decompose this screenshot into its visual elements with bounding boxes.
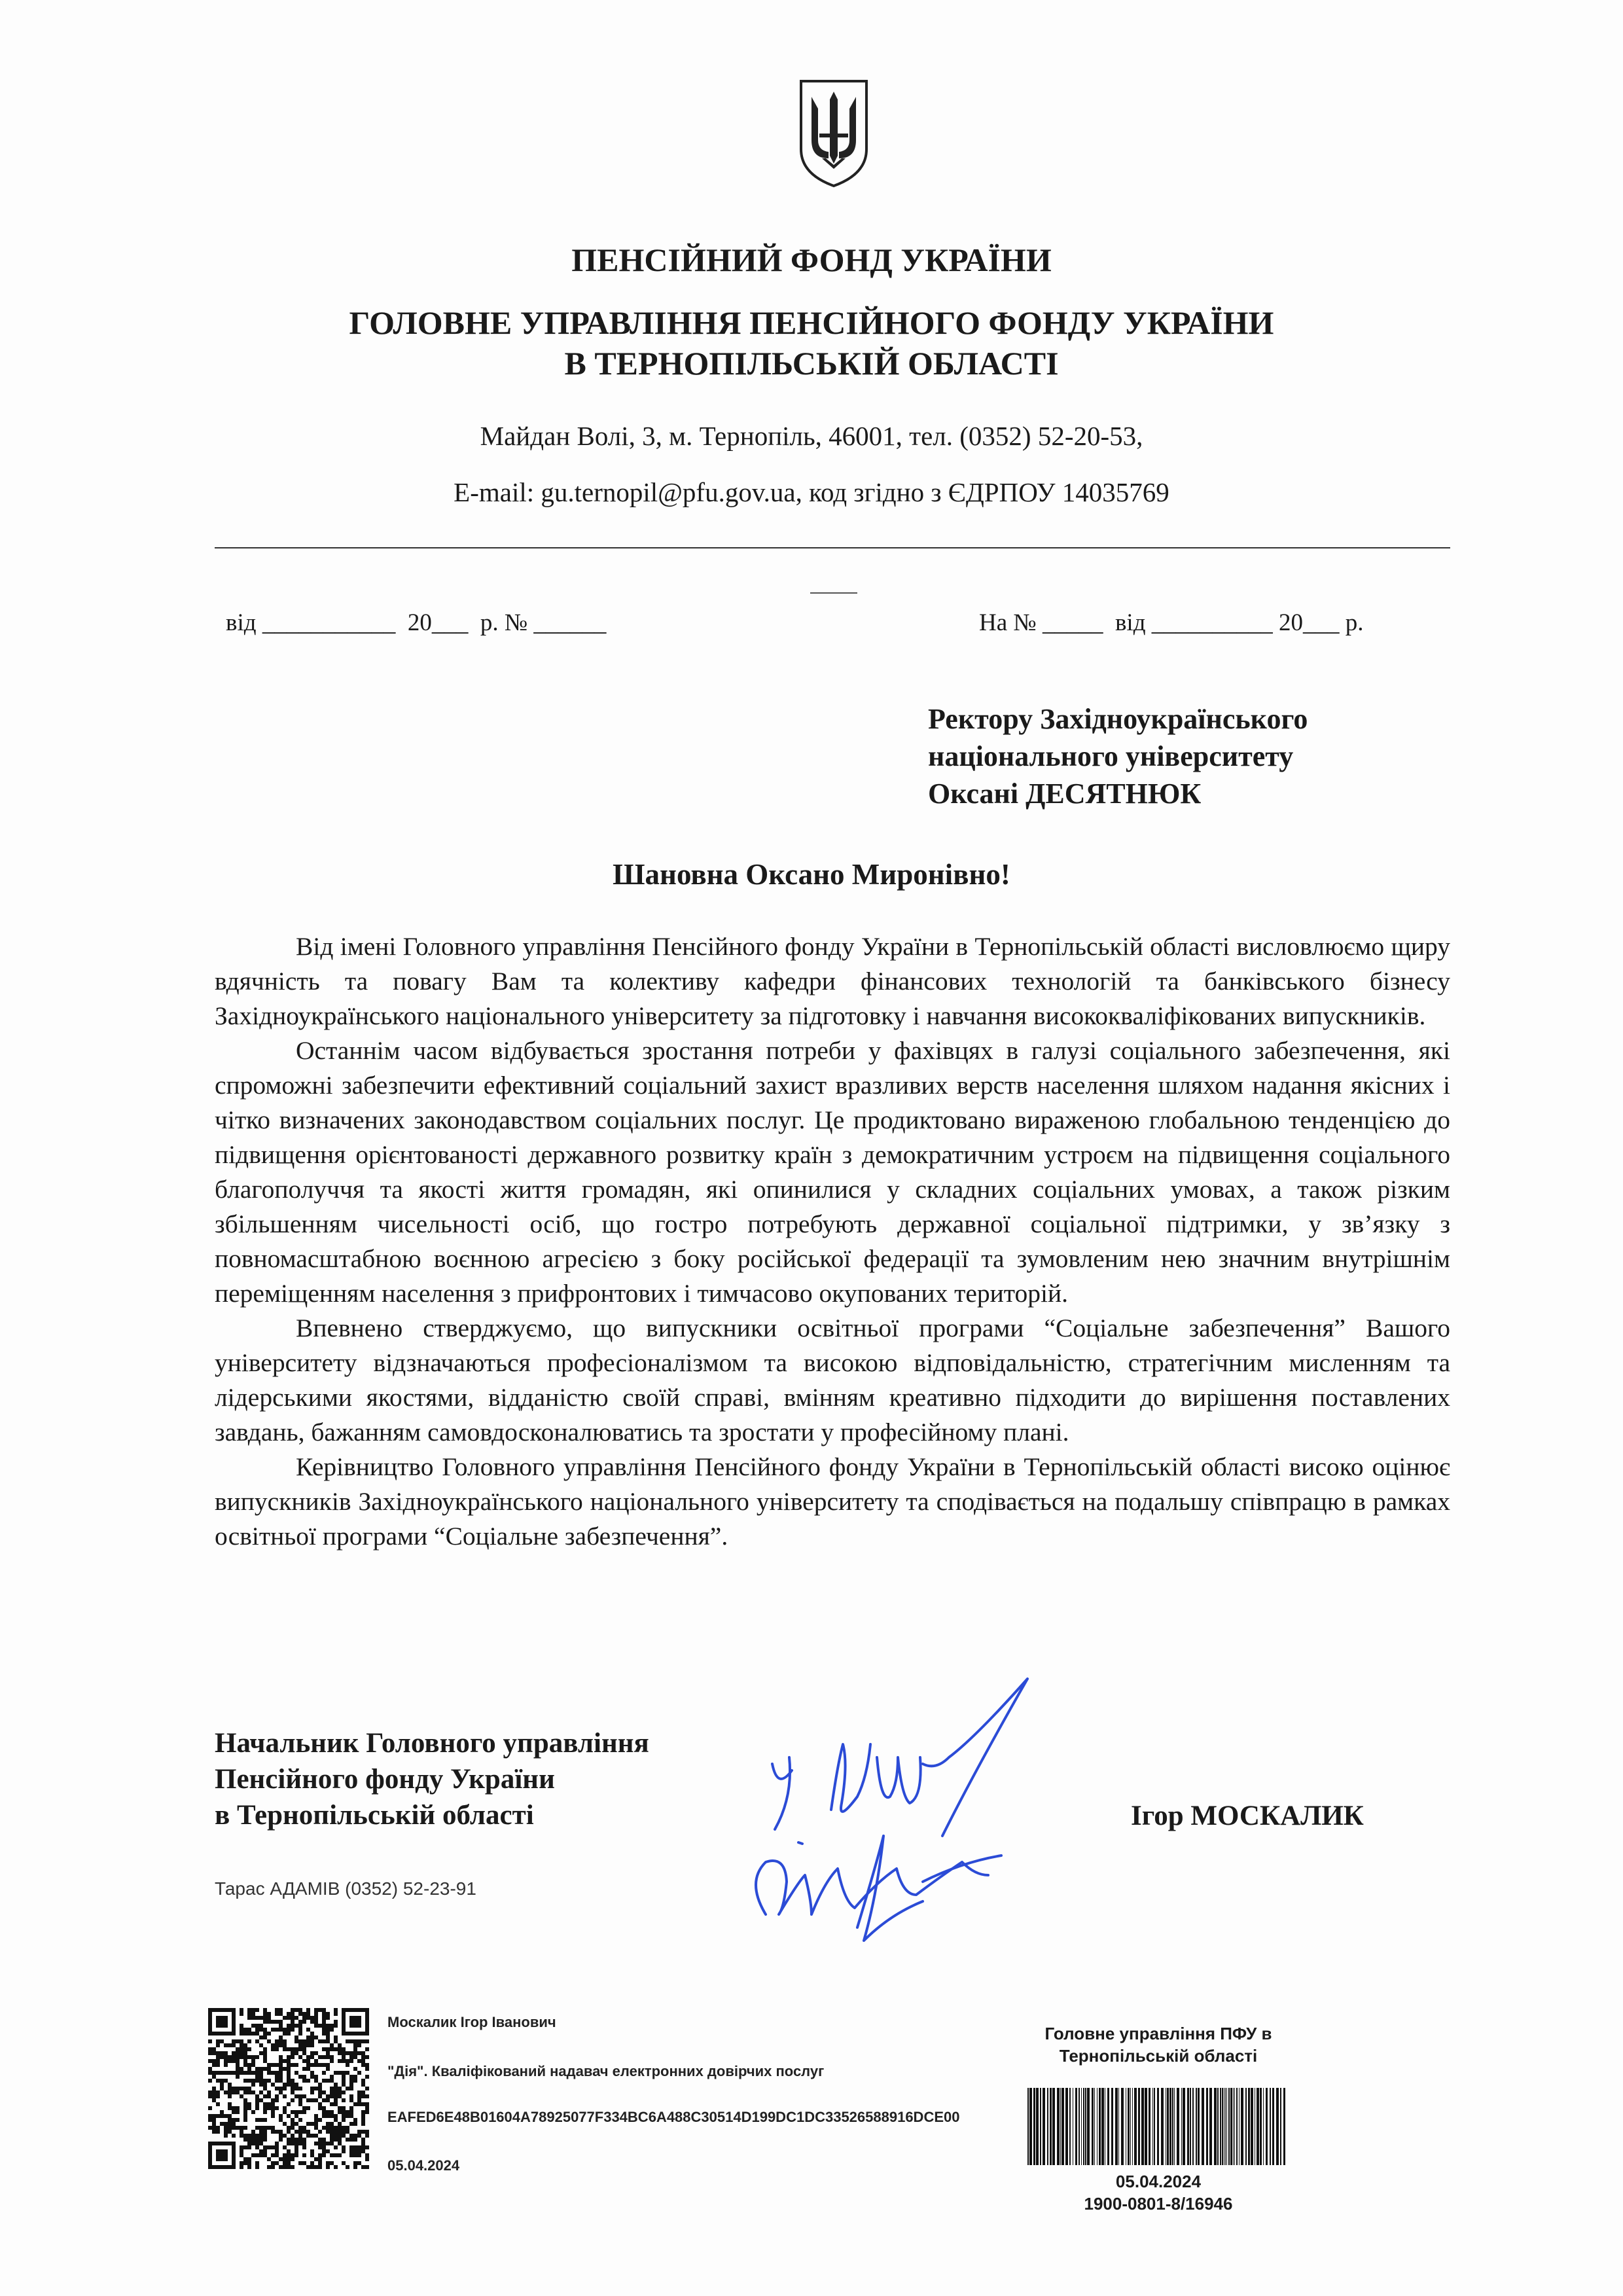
outgoing-reference: від ___________ 20___ р. № ______ bbox=[226, 609, 607, 636]
signature-provider: "Дія". Кваліфікований надавач електронних довірчих послуг bbox=[387, 2063, 825, 2079]
registration-date: 05.04.2024 bbox=[1115, 2172, 1202, 2191]
registration-number: 1900-0801-8/16946 bbox=[1084, 2194, 1233, 2214]
signature-date: 05.04.2024 bbox=[387, 2157, 460, 2174]
signature-hash: EAFED6E48B01604A78925077F334BC6A488C30514D199DC1DC33526588916DCE00 bbox=[387, 2109, 960, 2125]
addressee: Ректору Західноукраїнського національного університету Оксані ДЕСЯТНЮК bbox=[928, 703, 1308, 810]
department-name: ГОЛОВНЕ УПРАВЛІННЯ ПЕНСІЙНОГО ФОНДУ УКРАЇНИ В ТЕРНОПІЛЬСЬКІЙ ОБЛАСТІ bbox=[349, 304, 1274, 382]
executor-contact: Тарас АДАМІВ (0352) 52-23-91 bbox=[215, 1878, 476, 1899]
paragraph: Від імені Головного управління Пенсійного фонду України в Тернопільській області висловлюємо щиру вдячність та повагу Вам та колективу кафедри фінансових технологій та банківського бізнесу Західноукраїнського національного університету за підготовку і навчання висококваліфікованих випускників. bbox=[215, 932, 1450, 1030]
signatory-name: Ігор МОСКАЛИК bbox=[1131, 1801, 1364, 1831]
greeting: Шановна Оксано Миронівно! bbox=[613, 858, 1010, 891]
letter-body bbox=[215, 929, 1450, 1554]
header-divider bbox=[215, 547, 1450, 548]
signatory-title: Начальник Головного управління Пенсійного фонду України в Тернопільській області bbox=[215, 1728, 649, 1831]
barcode-icon bbox=[1026, 2088, 1289, 2165]
trident-coat-of-arms-icon bbox=[796, 77, 872, 188]
paragraph: Останнім часом відбувається зростання потреби у фахівцях в галузі соціального забезпечення, які спроможні забезпечити ефективний соціальний захист вразливих верств населення шляхом надання якісних і чітко визначених законодавством соціальних послуг. Це продиктовано вираженою глобальною тенденцією до підвищення орієнтованості державного розвитку країн з демократичним устроєм на підвищення соціального благополуччя та якості життя громадян, які опинилися у складних соціальних умовах, а також різким збільшенням чисельності осіб, що гостро потребують державної соціальної підтримки, у зв’язку з повномасштабною воєнною агресією з боку російської федерації та зумовленим нею значним внутрішнім переміщенням населення з прифронтових і тимчасово окупованих територій. bbox=[215, 1036, 1450, 1308]
handwritten-signature-icon bbox=[726, 1666, 1093, 1980]
signer-name: Москалик Ігор Іванович bbox=[387, 2014, 556, 2030]
org-address: Майдан Волі, 3, м. Тернопіль, 46001, тел. (0352) 52-20-53, bbox=[480, 421, 1143, 451]
registration-org: Головне управління ПФУ в Тернопільській області bbox=[1044, 2024, 1272, 2066]
short-divider bbox=[810, 592, 857, 594]
qr-code-icon bbox=[208, 2008, 369, 2169]
org-name: ПЕНСІЙНИЙ ФОНД УКРАЇНИ bbox=[571, 242, 1052, 278]
org-contact: E-mail: gu.ternopil@pfu.gov.ua, код згідно з ЄДРПОУ 14035769 bbox=[454, 477, 1169, 507]
paragraph: Керівництво Головного управління Пенсійного фонду України в Тернопільській області високо оцінює випускників Західноукраїнського національного університету та сподівається на подальшу співпрацю в рамках освітньої програми “Соціальне забезпечення”. bbox=[215, 1452, 1450, 1551]
paragraph: Впевнено стверджуємо, що випускники освітньої програми “Соціальне забезпечення” Вашого університету відзначаються професіоналізмом та високою відповідальністю, стратегічним мисленням та лідерськими якостями, відданістю своїй справі, вмінням креативно підходити до вирішення поставлених завдань, бажанням самовдосконалюватись та зростати у професійному плані. bbox=[215, 1314, 1450, 1446]
incoming-reference: На № _____ від __________ 20___ р. bbox=[979, 609, 1364, 636]
